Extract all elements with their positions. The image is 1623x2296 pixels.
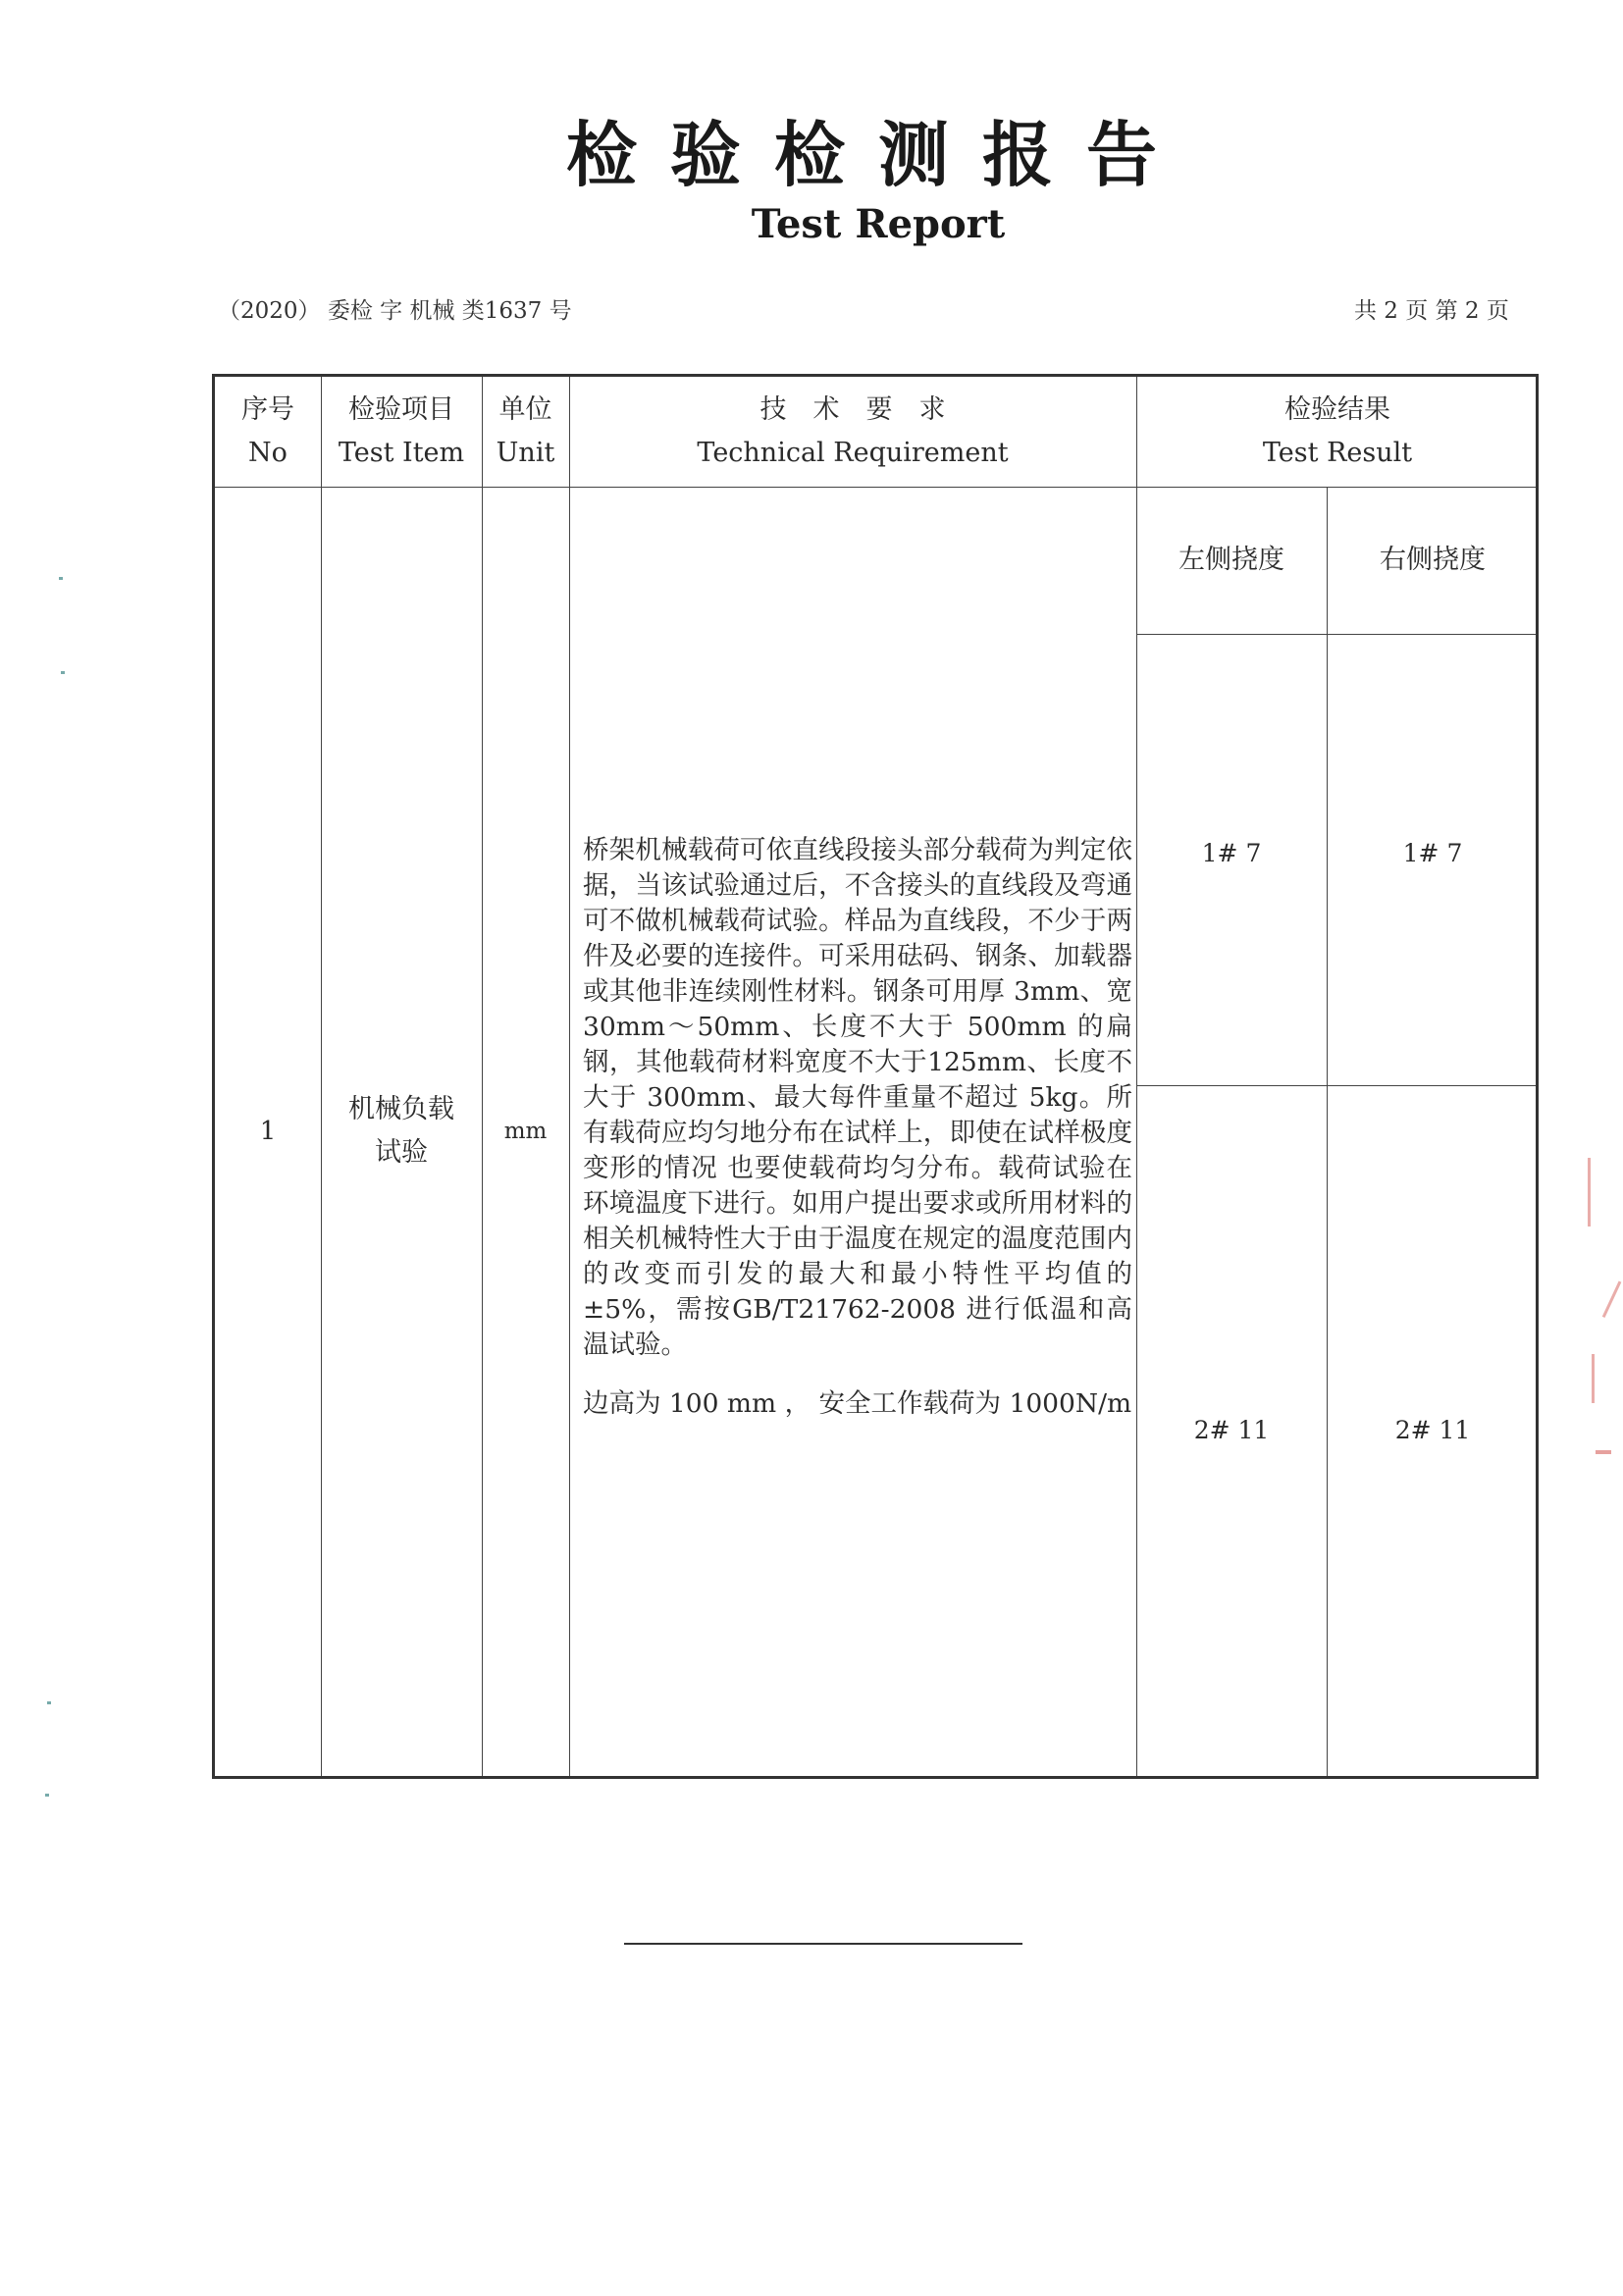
report-title-cn: 检验检测报告 xyxy=(565,113,1190,196)
header-no xyxy=(215,377,321,487)
scan-speck xyxy=(47,1701,51,1704)
seal-fragment xyxy=(1585,1273,1622,1318)
result-1-right xyxy=(1327,834,1539,873)
row-item-line2: 试验 xyxy=(375,1137,428,1168)
subheader-divider xyxy=(1136,634,1536,635)
seal-fragment xyxy=(1592,1354,1612,1403)
col-divider-result xyxy=(1327,487,1328,1776)
row-unit-value: mm xyxy=(503,1119,548,1144)
page-info: 共 2 页 第 2 页 xyxy=(1354,298,1509,324)
header-item-cn: 检验项目 xyxy=(348,394,454,425)
report-number: （2020） 委检 字 机械 类1637 号 xyxy=(218,298,572,324)
result-1-right-value: 1# 7 xyxy=(1402,839,1463,867)
subheader-right-deflection xyxy=(1327,487,1539,634)
row-no xyxy=(215,487,321,1776)
header-req-cn: 技 术 要 求 xyxy=(759,394,946,425)
scan-speck xyxy=(59,577,63,580)
header-unit xyxy=(482,377,569,487)
report-title-en: Test Report xyxy=(751,201,1006,247)
row-no-value: 1 xyxy=(259,1117,277,1146)
subheader-left-label: 左侧挠度 xyxy=(1178,545,1284,575)
result-1-left xyxy=(1136,834,1327,873)
header-unit-cn: 单位 xyxy=(498,394,552,425)
result-1-left-value: 1# 7 xyxy=(1201,839,1262,867)
row-item-line1: 机械负载 xyxy=(348,1094,454,1124)
report-table xyxy=(212,374,1539,1779)
seal-fragment xyxy=(1596,1450,1611,1454)
row-item xyxy=(321,487,482,1776)
header-requirement xyxy=(569,377,1136,487)
row-unit xyxy=(482,487,569,1776)
header-unit-en: Unit xyxy=(496,438,555,468)
col-divider-unit xyxy=(569,377,570,1776)
subheader-right-label: 右侧挠度 xyxy=(1380,545,1486,575)
seal-fragment xyxy=(1588,1158,1620,1226)
requirement-text xyxy=(583,833,1132,1422)
header-no-cn: 序号 xyxy=(241,394,294,425)
result-2-left xyxy=(1136,1411,1327,1450)
header-req-en: Technical Requirement xyxy=(697,438,1009,468)
result-2-left-value: 2# 11 xyxy=(1193,1416,1270,1444)
result-2-right-value: 2# 11 xyxy=(1394,1416,1471,1444)
header-result xyxy=(1136,377,1539,487)
header-result-cn: 检验结果 xyxy=(1284,394,1390,425)
bottom-rule xyxy=(624,1943,1022,1945)
subheader-left-deflection xyxy=(1136,487,1327,634)
requirement-condition: 边高为 100 mm ， 安全工作载荷为 1000N/m xyxy=(583,1388,1132,1419)
header-item xyxy=(321,377,482,487)
header-no-en: No xyxy=(248,438,288,468)
scan-speck xyxy=(61,671,65,674)
result-row-divider xyxy=(1136,1085,1536,1086)
scan-speck xyxy=(45,1794,49,1797)
result-2-right xyxy=(1327,1411,1539,1450)
requirement-paragraph: 桥架机械载荷可依直线段接头部分载荷为判定依据，当该试验通过后，不含接头的直线段及弯通可不做机械载荷试验。样品为直线段，不少于两件及必要的连接件。可采用砝码、钢条、加载器或其他非连续刚性材料。钢条可用厚 3mm、宽 30mm～50mm、长度不大于 500mm 的扁钢，其他载荷材料宽度不大于125mm、长度不大于 300mm、最大每件重量不超过 5kg。所有载荷应均匀地分布在试样上，即使在试样极度变形的情况 也要使载荷均匀分布。载荷试验在环境温度下进行。如用户提出要求或所用材料的相关机械特性大于由于温度在规定的温度范围内的改变而引发的最大和最小特性平均值的±5%，需按GB/T21762-2008 进行低温和高温试验。 xyxy=(583,835,1132,1360)
header-item-en: Test Item xyxy=(338,438,465,468)
header-result-en: Test Result xyxy=(1262,438,1413,468)
